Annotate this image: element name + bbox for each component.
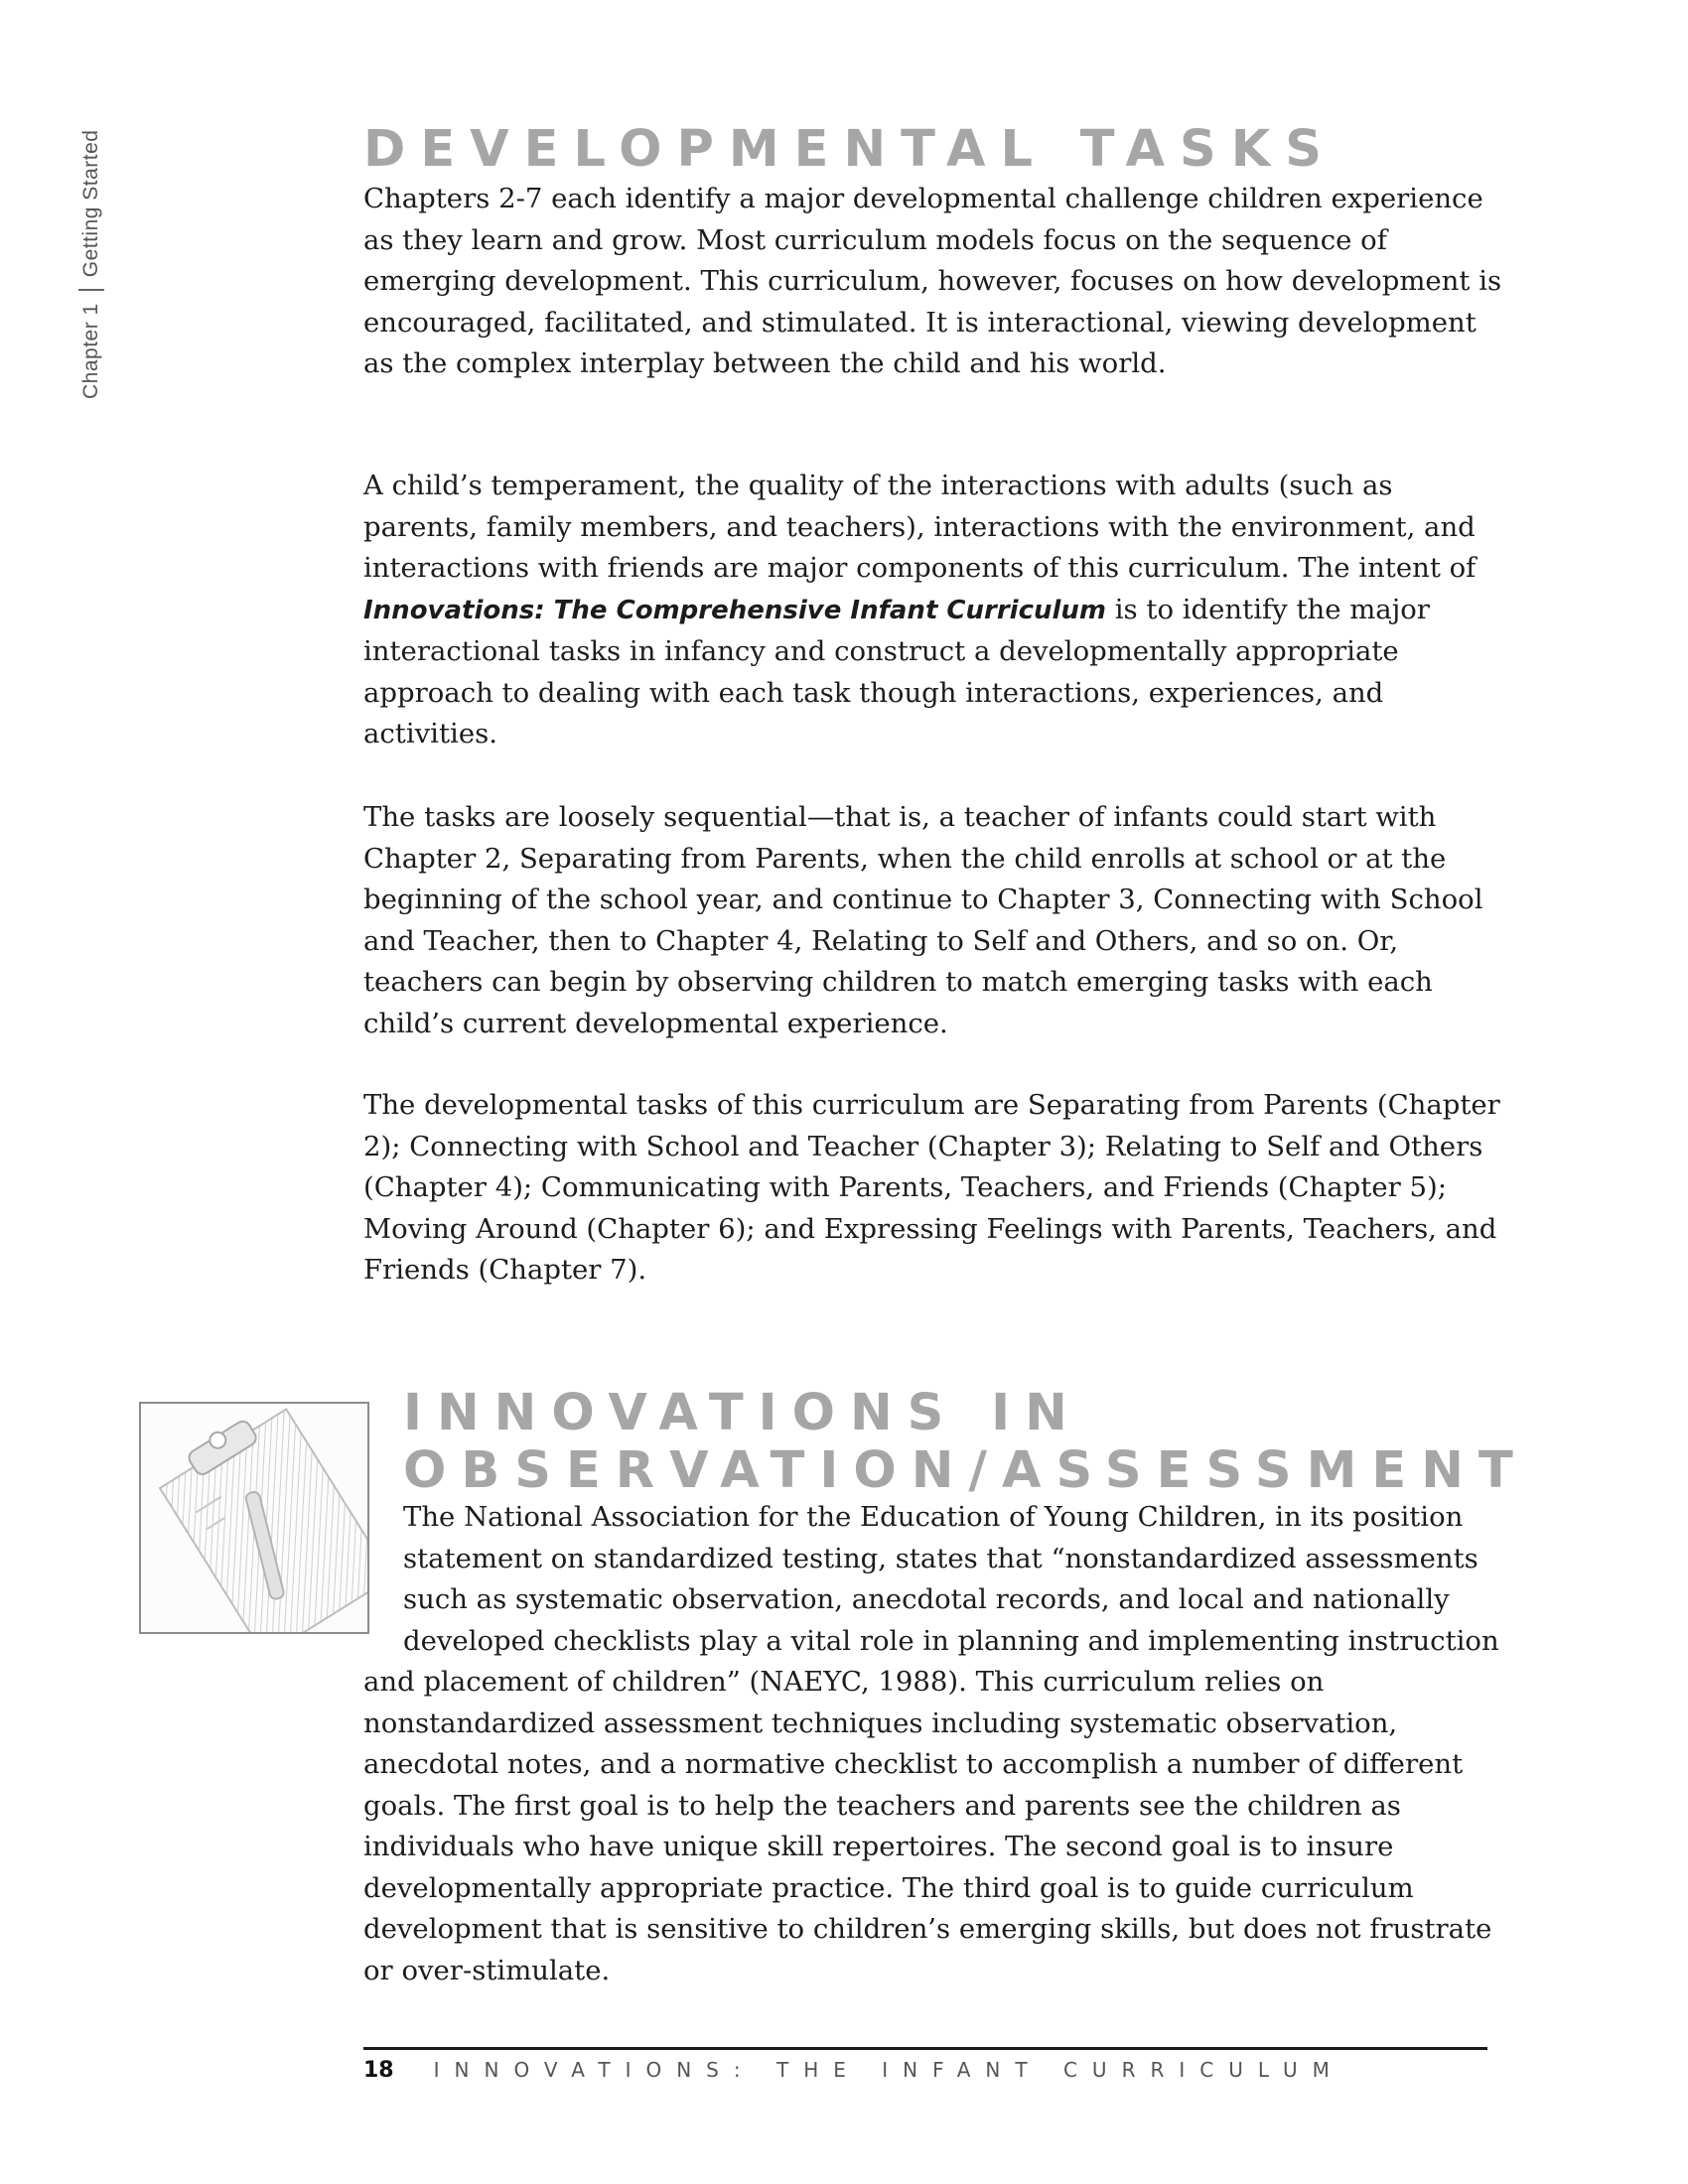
heading-line-2: OBSERVATION/ASSESSMENT (403, 1441, 1528, 1500)
page-footer (363, 2055, 1344, 2085)
side-label-chapter: Chapter 1 (79, 303, 102, 399)
book-title-emphasis: Innovations: The Comprehensive Infant Curriculum (363, 595, 1107, 625)
paragraph-5-text: The National Association for the Education of Young Children, in its position statement on standardized testing, states that “nonstandardized assessments such as systematic observation, anecdotal records, and local and nationally developed checklists play a vital role in planning and implementing instruction and placement of children” (NAEYC, 1988). This curriculum relies on nonstandardized assessment techniques including systematic observation, anecdotal notes, and a normative checklist to accomplish a number of different goals. The first goal is to help the teachers and parents see the children as individuals who have unique skill repertoires. The second goal is to insure developmentally appropriate practice. The third goal is to guide curriculum development that is sensitive to children’s emerging skills, but does not frustrate or over-stimulate. (363, 1501, 1499, 1986)
clipboard-illustration (139, 1402, 369, 1634)
page-number: 18 (363, 2057, 394, 2083)
clipboard-icon (141, 1404, 367, 1632)
illustration-wrap-space (363, 1497, 403, 1662)
paragraph-2-lead: A child’s temperament, the quality of the interactions with adults (such as parents, family members, and teachers), interactions with the environment, and interactions with friends are major components of this curriculum. The intent of (363, 470, 1477, 584)
side-label-section: Getting Started (79, 129, 102, 278)
section-heading-developmental-tasks: DEVELOPMENTAL TASKS (363, 120, 1336, 179)
paragraph-4: The developmental tasks of this curriculum are Separating from Parents (Chapter 2); Connecting with School and Teacher (Chapter 3); Relating to Self and Others (Chapter 4); Communicating with Parents, Teachers, and Friends (Chapter 5); Moving Around (Chapter 6); and Expressing Feelings with Parents, Teachers, and Friends (Chapter 7). (363, 1089, 1500, 1286)
chapter-side-label (71, 71, 111, 399)
paragraph-5 (363, 1497, 1505, 1991)
heading-line-1: INNOVATIONS IN (403, 1384, 1082, 1442)
footer-rule (363, 2047, 1487, 2050)
paragraph-1: Chapters 2-7 each identify a major developmental challenge children experience as they learn and grow. Most curriculum models focus on the sequence of emerging development. This curriculum, however, focuses on how development is encouraged, facilitated, and stimulated. It is interactional, viewing development as the complex interplay between the child and his world. (363, 183, 1502, 379)
side-label-separator (78, 289, 104, 291)
paragraph-2-tail: is to identify the major interactional tasks in infancy and construct a developmentally appropriate approach to dealing with each task though interactions, experiences, and activities. (363, 593, 1430, 750)
paragraph-2 (363, 466, 1505, 755)
section-heading-observation-assessment (403, 1385, 1528, 1500)
paragraph-3: The tasks are loosely sequential—that is, a teacher of infants could start with Chapter 2, Separating from Parents, when the child enrolls at school or at the beginning of the school year, and continue to Chapter 3, Connecting with School and Teacher, then to Chapter 4, Relating to Self and Others, and so on. Or, teachers can begin by observing children to match emerging tasks with each child’s current developmental experience. (363, 801, 1483, 1039)
running-title: INNOVATIONS: THE INFANT CURRICULUM (433, 2058, 1344, 2082)
